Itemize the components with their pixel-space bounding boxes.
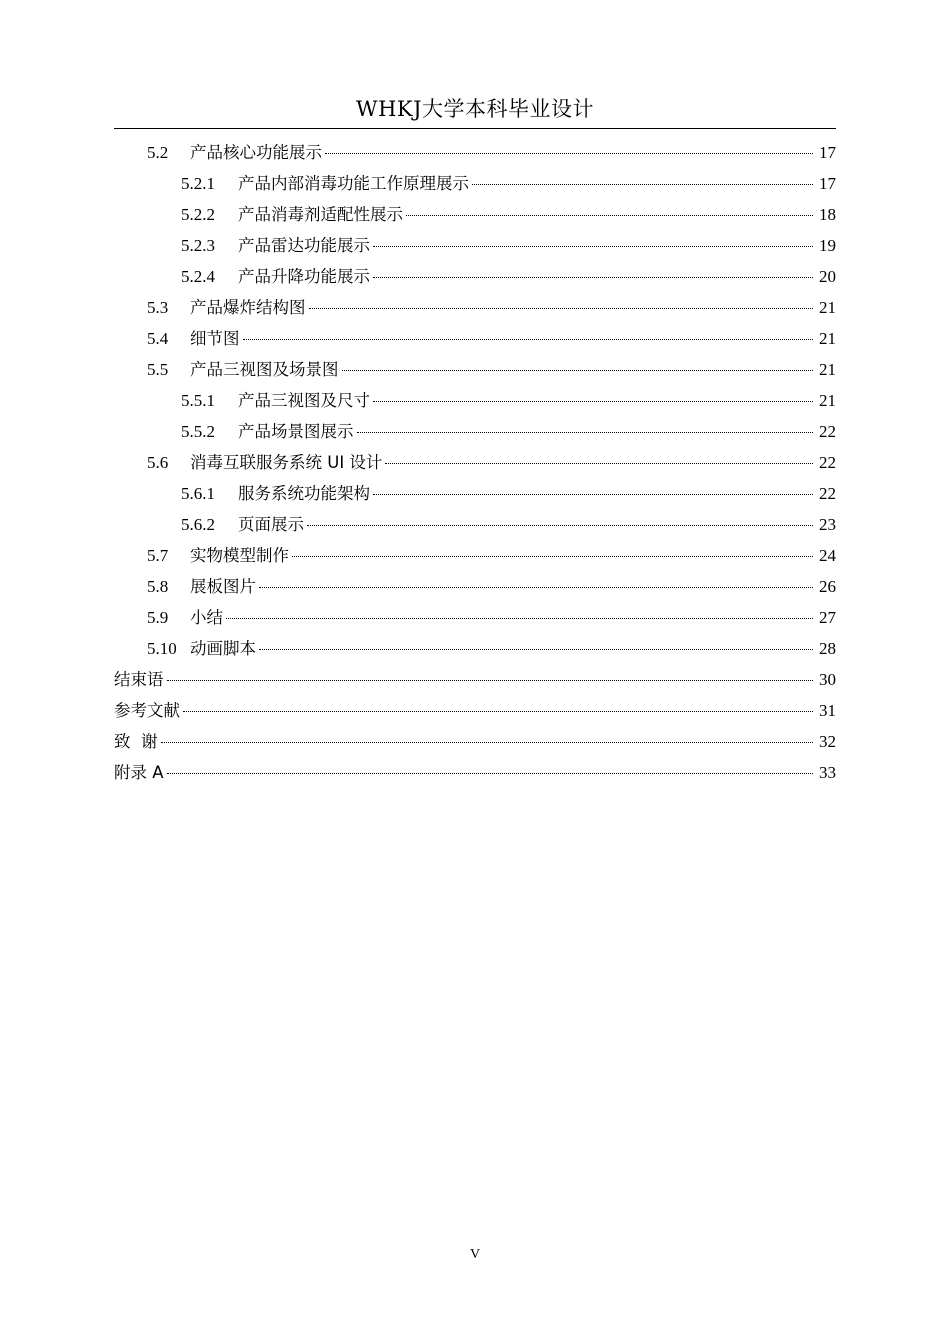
table-of-contents bbox=[114, 137, 836, 788]
toc-entry-title: 产品内部消毒功能工作原理展示 bbox=[238, 174, 469, 193]
toc-entry-number: 5.9 bbox=[147, 608, 169, 627]
toc-entry[interactable] bbox=[114, 354, 836, 385]
toc-dot-leader bbox=[259, 587, 813, 588]
toc-entry[interactable] bbox=[114, 633, 836, 664]
toc-dot-leader bbox=[385, 463, 813, 464]
toc-dot-leader bbox=[259, 649, 813, 650]
toc-dot-leader bbox=[243, 339, 814, 340]
toc-entry[interactable] bbox=[114, 168, 836, 199]
toc-entry-title: 消毒互联服务系统 UI 设计 bbox=[190, 453, 383, 472]
toc-entry-title: 页面展示 bbox=[238, 515, 304, 534]
toc-dot-leader bbox=[373, 277, 813, 278]
toc-entry[interactable] bbox=[114, 571, 836, 602]
toc-entry-page: 31 bbox=[819, 701, 836, 720]
toc-entry-title: 产品场景图展示 bbox=[238, 422, 354, 441]
toc-dot-leader bbox=[183, 711, 813, 712]
toc-entry-page: 27 bbox=[819, 608, 836, 627]
toc-entry-title: 展板图片 bbox=[190, 577, 256, 596]
toc-entry[interactable] bbox=[114, 137, 836, 168]
header-rule bbox=[114, 128, 836, 129]
toc-entry-title: 致 谢 bbox=[114, 732, 158, 751]
toc-entry[interactable] bbox=[114, 230, 836, 261]
toc-entry-title: 动画脚本 bbox=[190, 639, 256, 658]
toc-entry[interactable] bbox=[114, 478, 836, 509]
toc-entry-title: 产品核心功能展示 bbox=[190, 143, 322, 162]
page-footer bbox=[0, 1247, 950, 1263]
toc-dot-leader bbox=[167, 680, 814, 681]
toc-entry-title: 产品爆炸结构图 bbox=[190, 298, 306, 317]
toc-entry-number: 5.5 bbox=[147, 360, 169, 379]
toc-entry-page: 33 bbox=[819, 763, 836, 782]
toc-entry-page: 23 bbox=[819, 515, 836, 534]
toc-dot-leader bbox=[472, 184, 813, 185]
toc-entry-number: 5.2.4 bbox=[181, 267, 215, 286]
toc-entry-title: 参考文献 bbox=[114, 701, 180, 720]
toc-entry-number: 5.2.1 bbox=[181, 174, 215, 193]
toc-entry-number: 5.2.3 bbox=[181, 236, 215, 255]
toc-entry-page: 21 bbox=[819, 391, 836, 410]
toc-entry-page: 21 bbox=[819, 329, 836, 348]
toc-entry[interactable] bbox=[114, 695, 836, 726]
toc-entry-title: 实物模型制作 bbox=[190, 546, 289, 565]
toc-entry-title: 产品雷达功能展示 bbox=[238, 236, 370, 255]
toc-entry-page: 19 bbox=[819, 236, 836, 255]
toc-entry[interactable] bbox=[114, 664, 836, 695]
toc-dot-leader bbox=[167, 773, 813, 774]
toc-entry[interactable] bbox=[114, 540, 836, 571]
footer-page-number: V bbox=[469, 1247, 481, 1262]
page-header bbox=[0, 93, 950, 125]
toc-dot-leader bbox=[226, 618, 813, 619]
toc-entry-page: 21 bbox=[819, 360, 836, 379]
toc-entry-title: 产品消毒剂适配性展示 bbox=[238, 205, 403, 224]
toc-entry-page: 30 bbox=[819, 670, 836, 689]
toc-entry-number: 5.2 bbox=[147, 143, 169, 162]
toc-entry-page: 20 bbox=[819, 267, 836, 286]
toc-dot-leader bbox=[161, 742, 814, 743]
toc-entry-page: 17 bbox=[819, 143, 836, 162]
toc-entry-title: 产品三视图及尺寸 bbox=[238, 391, 370, 410]
toc-entry[interactable] bbox=[114, 261, 836, 292]
toc-dot-leader bbox=[342, 370, 814, 371]
toc-entry-number: 5.5.2 bbox=[181, 422, 215, 441]
toc-dot-leader bbox=[406, 215, 813, 216]
toc-dot-leader bbox=[309, 308, 814, 309]
toc-entry[interactable] bbox=[114, 509, 836, 540]
toc-entry-title: 结束语 bbox=[114, 670, 164, 689]
toc-dot-leader bbox=[292, 556, 813, 557]
toc-entry-number: 5.7 bbox=[147, 546, 169, 565]
toc-entry[interactable] bbox=[114, 323, 836, 354]
toc-entry[interactable] bbox=[114, 447, 836, 478]
toc-entry[interactable] bbox=[114, 757, 836, 788]
toc-dot-leader bbox=[325, 153, 813, 154]
toc-entry-page: 22 bbox=[819, 484, 836, 503]
toc-entry-number: 5.6.1 bbox=[181, 484, 215, 503]
toc-dot-leader bbox=[357, 432, 814, 433]
toc-entry-title: 服务系统功能架构 bbox=[238, 484, 370, 503]
toc-entry-number: 5.3 bbox=[147, 298, 169, 317]
toc-dot-leader bbox=[307, 525, 813, 526]
toc-dot-leader bbox=[373, 494, 813, 495]
toc-entry-number: 5.10 bbox=[147, 639, 177, 658]
toc-entry-title: 产品升降功能展示 bbox=[238, 267, 370, 286]
toc-entry-number: 5.2.2 bbox=[181, 205, 215, 224]
toc-entry-title: 附录 A bbox=[114, 763, 164, 782]
toc-entry-page: 32 bbox=[819, 732, 836, 751]
toc-entry[interactable] bbox=[114, 199, 836, 230]
toc-entry-title: 小结 bbox=[190, 608, 223, 627]
toc-entry[interactable] bbox=[114, 602, 836, 633]
toc-entry[interactable] bbox=[114, 726, 836, 757]
toc-entry[interactable] bbox=[114, 385, 836, 416]
toc-entry-number: 5.6.2 bbox=[181, 515, 215, 534]
toc-entry-page: 17 bbox=[819, 174, 836, 193]
toc-entry-number: 5.6 bbox=[147, 453, 169, 472]
toc-entry-number: 5.4 bbox=[147, 329, 169, 348]
toc-entry-title: 产品三视图及场景图 bbox=[190, 360, 339, 379]
toc-entry[interactable] bbox=[114, 292, 836, 323]
toc-entry-title: 细节图 bbox=[190, 329, 240, 348]
toc-entry-page: 22 bbox=[819, 422, 836, 441]
toc-entry-page: 24 bbox=[819, 546, 836, 565]
toc-entry-number: 5.8 bbox=[147, 577, 169, 596]
toc-dot-leader bbox=[373, 246, 813, 247]
toc-entry[interactable] bbox=[114, 416, 836, 447]
toc-entry-number: 5.5.1 bbox=[181, 391, 215, 410]
header-title: WHKJ大学本科毕业设计 bbox=[355, 97, 594, 121]
toc-dot-leader bbox=[373, 401, 813, 402]
toc-entry-page: 26 bbox=[819, 577, 836, 596]
toc-entry-page: 21 bbox=[819, 298, 836, 317]
toc-entry-page: 18 bbox=[819, 205, 836, 224]
toc-entry-page: 28 bbox=[819, 639, 836, 658]
toc-entry-page: 22 bbox=[819, 453, 836, 472]
